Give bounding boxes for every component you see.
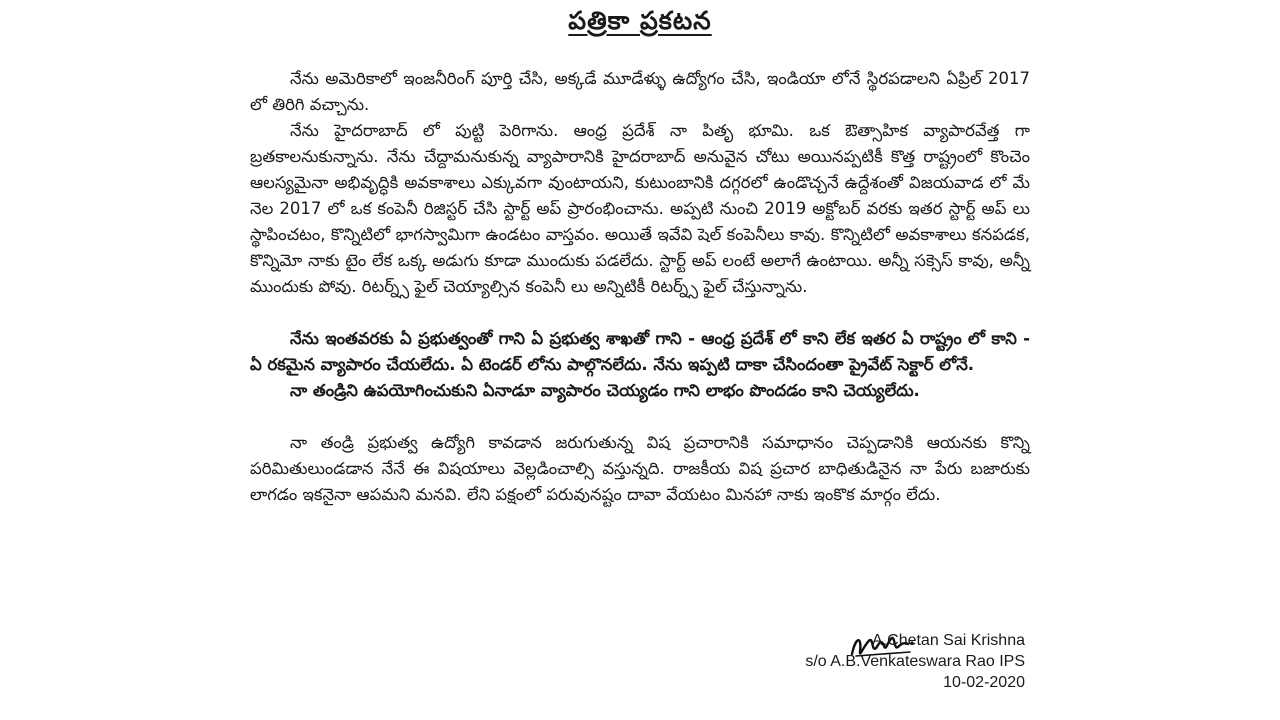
- signatory-name: A.Chetan Sai Krishna: [872, 632, 1025, 649]
- paragraph-spacer: [250, 300, 1030, 326]
- paragraph-1: నేను అమెరికాలో ఇంజనీరింగ్ పూర్తి చేసి, అక్కడే మూడేళ్ళు ఉద్యోగం చేసి, ఇండియా లోనే స్థిరపడాలని ఏప్రిల్ 2017 లో తిరిగి వచ్చాను.: [250, 69, 1030, 114]
- paragraph-5: నా తండ్రి ప్రభుత్వ ఉద్యోగి కావడాన జరుగుతున్న విష ప్రచారానికి సమాధానం చెప్పడానికి ఆయనకు కొన్ని పరిమితులుండడాన నేనే ఈ విషయాలు వెల్లడించాల్సి వస్తున్నది. రాజకీయ విష ప్రచార బాధితుడినైన నా పేరు బజారుకు లాగడం ఇకనైనా ఆపమని మనవి. లేని పక్షంలో పరువునష్టం దావా వేయటం మినహా నాకు ఇంకొక మార్గం లేదు.: [250, 433, 1030, 504]
- paragraph-3: నేను ఇంతవరకు ఏ ప్రభుత్వంతో గాని ఏ ప్రభుత్వ శాఖతో గాని - ఆంధ్ర ప్రదేశ్ లో కాని లేక ఇతర ఏ రాష్ట్రం లో కాని - ఏ రకమైన వ్యాపారం చేయలేదు. ఏ టెండర్ లోను పాల్గొనలేదు. నేను ఇప్పటి దాకా చేసిందంతా ప్రైవేట్ సెక్టార్ లోనే.: [250, 329, 1030, 374]
- signature-block: [760, 630, 1025, 693]
- statement-date: 10-02-2020: [943, 674, 1025, 691]
- document-body: [250, 66, 1030, 508]
- document-title: పత్రికా ప్రకటన: [568, 6, 712, 35]
- signatory-relation: s/o A.B.Venkateswara Rao IPS: [805, 653, 1025, 670]
- paragraph-4: నా తండ్రిని ఉపయోగించుకుని ఏనాడూ వ్యాపారం చెయ్యడం గాని లాభం పొందడం కాని చెయ్యలేదు.: [290, 381, 920, 400]
- paragraph-2: నేను హైదరాబాద్ లో పుట్టి పెరిగాను. ఆంధ్ర ప్రదేశ్ నా పితృ భూమి. ఒక ఔత్సాహిక వ్యాపారవేత్త గా బ్రతకాలనుకున్నాను. నేను చేద్దామనుకున్న వ్యాపారానికి హైదరాబాద్ అనువైన చోటు అయినప్పటికీ కొత్త రాష్ట్రంలో కొంచెం ఆలస్యమైనా అభివృద్ధికి అవకాశాలు ఎక్కువగా వుంటాయని, కుటుంబానికి దగ్గరలో ఉండొచ్చనే ఉద్దేశంతో విజయవాడ లో మే నెల 2017 లో ఒక కంపెనీ రిజిస్టర్ చేసి స్టార్ట్ అప్ ప్రారంభించాను. అప్పటి నుంచి 2019 అక్టోబర్ వరకు ఇతర స్టార్ట్ అప్ లు స్థాపించటం, కొన్నిటిలో భాగస్వామిగా ఉండటం వాస్తవం. అయితే ఇవేవి షెల్ కంపెనీలు కావు. కొన్నిటిలో అవకాశాలు కనపడక, కొన్నిమో నాకు టైం లేక ఒక్క అడుగు కూడా ముందుకు పడలేదు. స్టార్ట్ అప్ లంటే అలాగే ఉంటాయి. అన్నీ సక్సెస్ కావు, అన్నీ ముందుకు పోవు. రిటర్న్స్ ఫైల్ చెయ్యాల్సిన కంపెనీ లు అన్నిటికీ రిటర్న్స్ ఫైల్ చేస్తున్నాను.: [250, 121, 1030, 296]
- paragraph-spacer: [250, 404, 1030, 430]
